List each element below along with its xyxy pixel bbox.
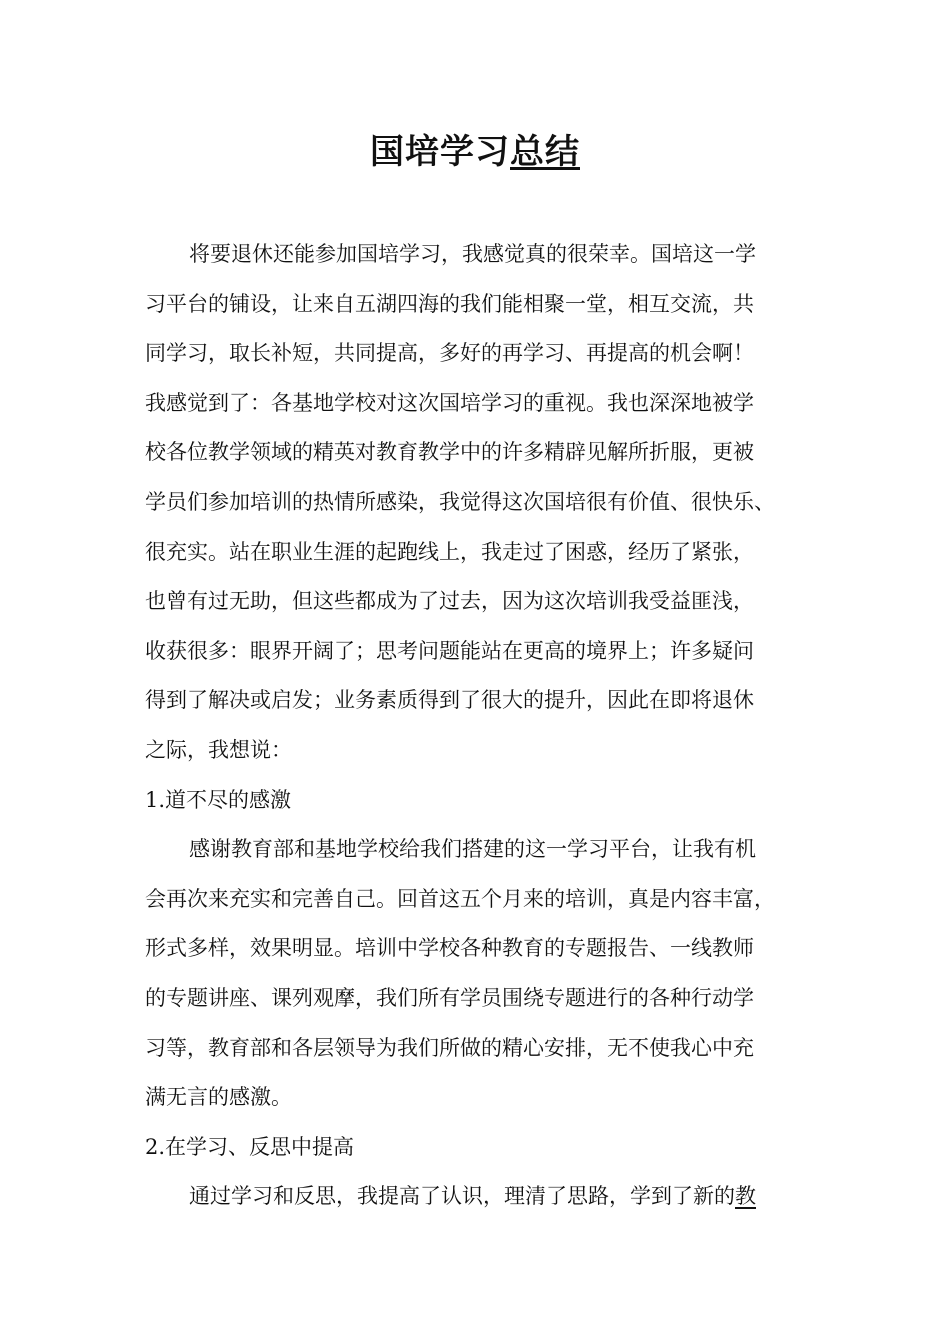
last-line-text: 通过学习和反思，我提高了认识，理清了思路，学到了新的 [189, 1184, 735, 1209]
paragraph-line: 将要退休还能参加国培学习，我感觉真的很荣幸。国培这一学 [189, 242, 756, 266]
paragraph-line: 形式多样，效果明显。培训中学校各种教育的专题报告、一线教师 [145, 936, 754, 961]
paragraph-line: 得到了解决或启发；业务素质得到了很大的提升，因此在即将退休 [145, 688, 754, 713]
paragraph-line: 习平台的铺设，让来自五湖四海的我们能相聚一堂，相互交流，共 [145, 291, 754, 316]
paragraph-line: 也曾有过无助，但这些都成为了过去，因为这次培训我受益匪浅， [145, 589, 754, 614]
paragraph-line: 学员们参加培训的热情所感染，我觉得这次国培很有价值、很快乐、 [145, 489, 775, 514]
paragraph-line: 同学习，取长补短，共同提高，多好的再学习、再提高的机会啊！ [145, 341, 754, 366]
underlined-tail: 教 [735, 1184, 756, 1209]
paragraph-line: 校各位教学领域的精英对教育教学中的许多精辟见解所折服，更被 [145, 440, 754, 465]
paragraph-line-last [145, 1172, 825, 1222]
title-underlined: 总结 [510, 132, 580, 172]
paragraph-line: 会再次来充实和完善自己。回首这五个月来的培训，真是内容丰富， [145, 886, 775, 911]
document-body [145, 230, 825, 1222]
paragraph-line: 我感觉到了：各基地学校对这次国培学习的重视。我也深深地被学 [145, 390, 754, 415]
paragraph-line: 习等，教育部和各层领导为我们所做的精心安排，无不使我心中充 [145, 1035, 754, 1060]
section-heading-2: 2.在学习、反思中提高 [145, 1134, 355, 1159]
document-title [0, 128, 950, 176]
paragraph-line: 之际，我想说： [145, 737, 292, 762]
title-main: 国培学习 [370, 132, 510, 172]
paragraph-line: 满无言的感激。 [145, 1085, 292, 1110]
paragraph-line: 的专题讲座、课列观摩，我们所有学员围绕专题进行的各种行动学 [145, 985, 754, 1010]
paragraph-line: 感谢教育部和基地学校给我们搭建的这一学习平台，让我有机 [189, 837, 756, 862]
section-heading-1: 1.道不尽的感激 [145, 787, 292, 812]
paragraph-line: 很充实。站在职业生涯的起跑线上，我走过了困惑，经历了紧张， [145, 539, 754, 564]
paragraph-line: 收获很多：眼界开阔了；思考问题能站在更高的境界上；许多疑问 [145, 638, 754, 663]
